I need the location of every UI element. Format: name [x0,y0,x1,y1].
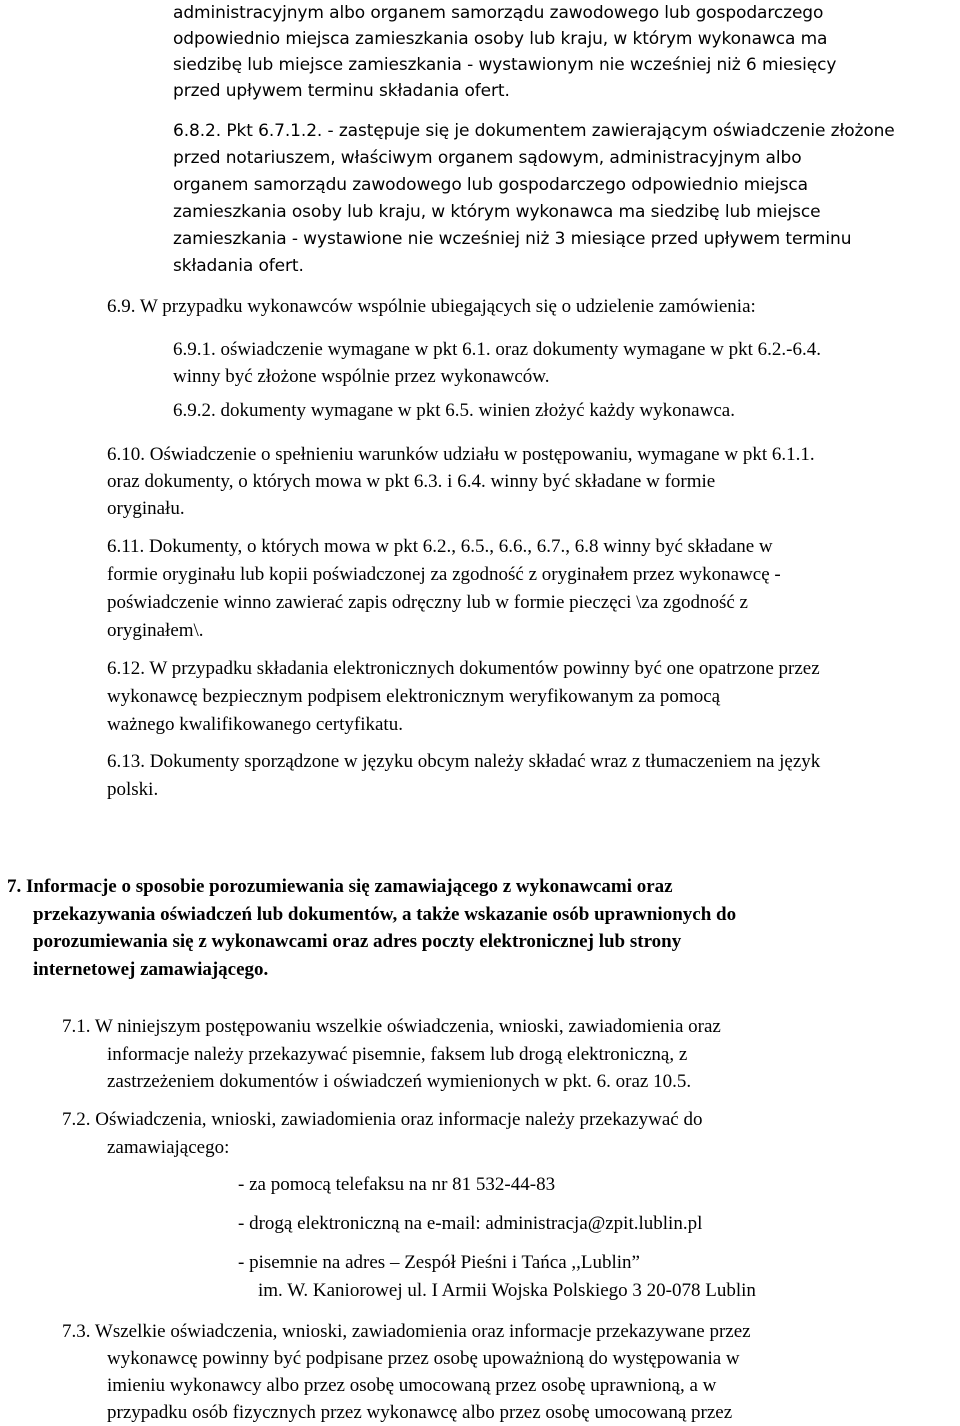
heading-line: przekazywania oświadczeń lub dokumentów, a także wskazanie osób uprawnionych do [33,903,737,925]
paragraph-6-10 [107,441,815,522]
text-line: ważnego kwalifikowanego certyfikatu. [107,714,403,735]
text-line: imieniu wykonawcy albo przez osobę umocowaną przez osobę uprawnioną, a w [107,1375,717,1396]
email-contact [238,1211,702,1237]
text-line: 6.12. W przypadku składania elektronicznych dokumentów powinny być one opatrzone przez [107,658,820,679]
text-line: 6.8.2. Pkt 6.7.1.2. - zastępuje się je dokumentem zawierającym oświadczenie złożone [173,121,895,141]
fax-contact [238,1172,555,1198]
text-line: informacje należy przekazywać pisemnie, faksem lub drogą elektroniczną, z [107,1043,688,1065]
text-line: organem samorządu zawodowego lub gospodarczego odpowiednio miejsca [173,175,808,195]
text-line: siedzibę lub miejsce zamieszkania - wystawionym nie wcześniej niż 6 miesięcy [173,55,837,75]
continuation-paragraph [173,0,836,104]
paragraph-7-2 [62,1106,702,1162]
text-line: 6.11. Dokumenty, o których mowa w pkt 6.2., 6.5., 6.6., 6.7., 6.8 winny być składane w [107,536,773,557]
text-line: polski. [107,779,159,800]
text-line: 6.9.2. dokumenty wymagane w pkt 6.5. winien złożyć każdy wykonawca. [173,400,735,421]
text-line: formie oryginału lub kopii poświadczonej za zgodność z oryginałem przez wykonawcę - [107,564,781,585]
text-line: składania ofert. [173,256,304,276]
text-line: wykonawcę powinny być podpisane przez osobę upoważnioną do występowania w [107,1348,740,1369]
paragraph-6-11 [107,533,781,645]
text-line: im. W. Kaniorowej ul. I Armii Wojska Polskiego 3 20-078 Lublin [258,1280,756,1301]
paragraph-6-13 [107,748,820,804]
heading-line: internetowej zamawiającego. [33,958,269,980]
text-line: 6.13. Dokumenty sporządzone w języku obcym należy składać wraz z tłumaczeniem na język [107,751,821,772]
text-line: oryginałem\. [107,620,204,641]
text-line: winny być złożone wspólnie przez wykonawców. [173,366,550,387]
text-line: odpowiednio miejsca zamieszkania osoby lub kraju, w którym wykonawca ma [173,29,828,49]
text-line: przed notariuszem, właściwym organem sądowym, administracyjnym albo [173,148,802,168]
section-7-heading [7,873,736,983]
paragraph-6-8-2 [173,118,895,280]
text-line: - za pomocą telefaksu na nr 81 532-44-83 [238,1174,556,1195]
text-line: oraz dokumenty, o których mowa w pkt 6.3. i 6.4. winny być składane w formie [107,471,716,492]
paragraph-6-12 [107,655,820,739]
text-line: 7.2. Oświadczenia, wnioski, zawiadomienia oraz informacje należy przekazywać do [62,1109,703,1130]
text-line: zamawiającego: [107,1137,230,1158]
paragraph-7-1 [62,1013,721,1096]
text-line: - drogą elektroniczną na e-mail: administracja@zpit.lublin.pl [238,1213,703,1234]
heading-line: porozumiewania się z wykonawcami oraz adres poczty elektronicznej lub strony [33,931,682,952]
text-line: oryginału. [107,498,185,519]
postal-contact [238,1249,756,1305]
paragraph-6-9-2 [173,398,735,424]
paragraph-6-9 [107,294,756,320]
text-line: zastrzeżeniem dokumentów i oświadczeń wymienionych w pkt. 6. oraz 10.5. [107,1071,692,1092]
text-line: 6.10. Oświadczenie o spełnieniu warunków udziału w postępowaniu, wymagane w pkt 6.1.1. [107,444,815,465]
text-line: przed upływem terminu składania ofert. [173,81,510,101]
paragraph-6-9-1 [173,336,821,390]
text-line: zamieszkania - wystawione nie wcześniej niż 3 miesiące przed upływem terminu [173,229,852,249]
text-line: zamieszkania osoby lub kraju, w którym wykonawca ma siedzibę lub miejsce [173,202,821,222]
text-line: poświadczenie winno zawierać zapis odręczny lub w formie pieczęci \za zgodność z [107,592,748,613]
text-line: - pisemnie na adres – Zespół Pieśni i Tańca ,,Lublin” [238,1252,640,1273]
text-line: przypadku osób fizycznych przez wykonawcę albo przez osobę umocowaną przez [107,1402,733,1423]
text-line: 7.1. W niniejszym postępowaniu wszelkie oświadczenia, wnioski, zawiadomienia oraz [62,1016,721,1037]
text-line: administracyjnym albo organem samorządu zawodowego lub gospodarczego [173,3,824,23]
text-line: 7.3. Wszelkie oświadczenia, wnioski, zawiadomienia oraz informacje przekazywane przez [62,1321,751,1342]
paragraph-7-3 [62,1318,751,1426]
text-line: wykonawcę bezpiecznym podpisem elektronicznym weryfikowanym za pomocą [107,686,721,707]
text-line: 6.9. W przypadku wykonawców wspólnie ubiegających się o udzielenie zamówienia: [107,296,756,317]
heading-line: 7. Informacje o sposobie porozumiewania się zamawiającego z wykonawcami oraz [7,876,673,897]
text-line: 6.9.1. oświadczenie wymagane w pkt 6.1. oraz dokumenty wymagane w pkt 6.2.-6.4. [173,339,821,360]
